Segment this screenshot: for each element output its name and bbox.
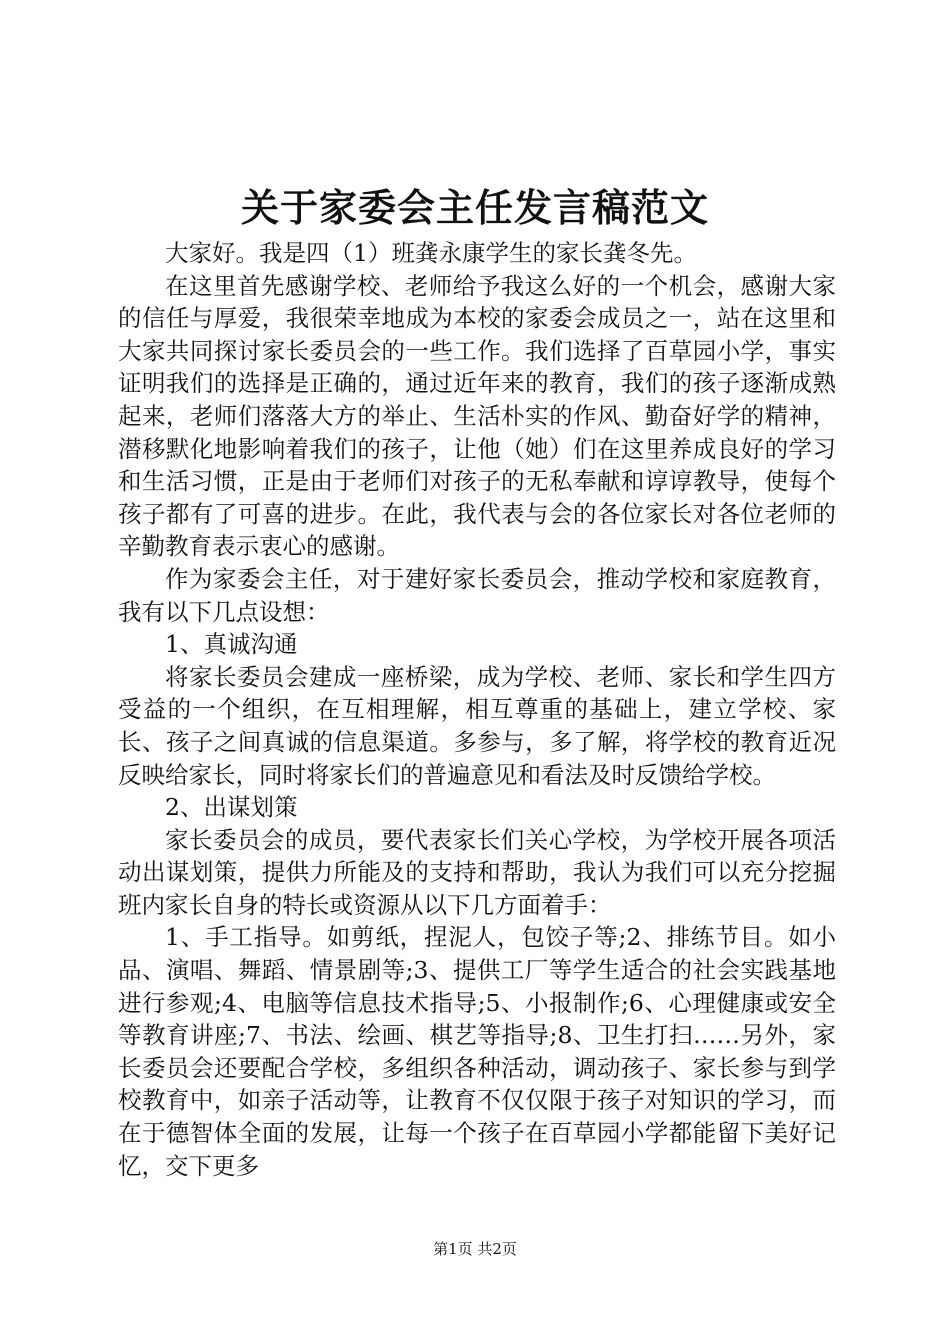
heading-advice: 2、出谋划策 <box>165 793 298 822</box>
document-body <box>118 237 836 1182</box>
paragraph-thanks: 在这里首先感谢学校、老师给予我这么好的一个机会，感谢大家的信任与厚爱，我很荣幸地成为本校的家委会成员之一，站在这里和大家共同探讨家长委员会的一些工作。我们选择了百草园小学，事实证明我们的选择是正确的，通过近年来的教育，我们的孩子逐渐成熟起来，老师们落落大方的举止、生活朴实的作风、勤奋好学的精神，潜移默化地影响着我们的孩子，让他（她）们在这里养成良好的学习和生活习惯，正是由于老师们对孩子的无私奉献和谆谆教导，使每个孩子都有了可喜的进步。在此，我代表与会的各位家长对各位老师的辛勤教育表示衷心的感谢。 <box>118 271 836 561</box>
heading-sincere-communication: 1、真诚沟通 <box>165 630 298 659</box>
paragraph-intro-ideas: 作为家委会主任，对于建好家长委员会，推动学校和家庭教育，我有以下几点设想： <box>118 564 836 626</box>
paragraph-advice: 家长委员会的成员，要代表家长们关心学校，为学校开展各项活动出谋划策，提供力所能及的支持和帮助，我认为我们可以充分挖掘班内家长自身的特长或资源从以下几方面着手： <box>118 825 836 919</box>
paragraph-greeting: 大家好。我是四（1）班龚永康学生的家长龚冬先。 <box>165 239 697 267</box>
document-title: 关于家委会主任发言稿范文 <box>240 185 709 230</box>
page-footer: 第1页 共2页 <box>433 1240 517 1258</box>
paragraph-communication: 将家长委员会建成一座桥梁，成为学校、老师、家长和学生四方受益的一个组织，在互相理解，相互尊重的基础上，建立学校、家长、孩子之间真诚的信息渠道。多参与，多了解，将学校的教育近况反映给家长，同时将家长们的普遍意见和看法及时反馈给学校。 <box>118 662 836 789</box>
paragraph-activity-list: 1、手工指导。如剪纸，捏泥人，包饺子等;2、排练节目。如小品、演唱、舞蹈、情景剧等;3、提供工厂等学生适合的社会实践基地进行参观;4、电脑等信息技术指导;5、小报制作;6、心理健康或安全等教育讲座;7、书法、绘画、棋艺等指导;8、卫生打扫……另外，家长委员会还要配合学校，多组织各种活动，调动孩子、家长参与到学校教育中，如亲子活动等，让教育不仅仅限于孩子对知识的学习，而在于德智体全面的发展，让每一个孩子在百草园小学都能留下美好记忆，交下更多 <box>118 923 836 1180</box>
